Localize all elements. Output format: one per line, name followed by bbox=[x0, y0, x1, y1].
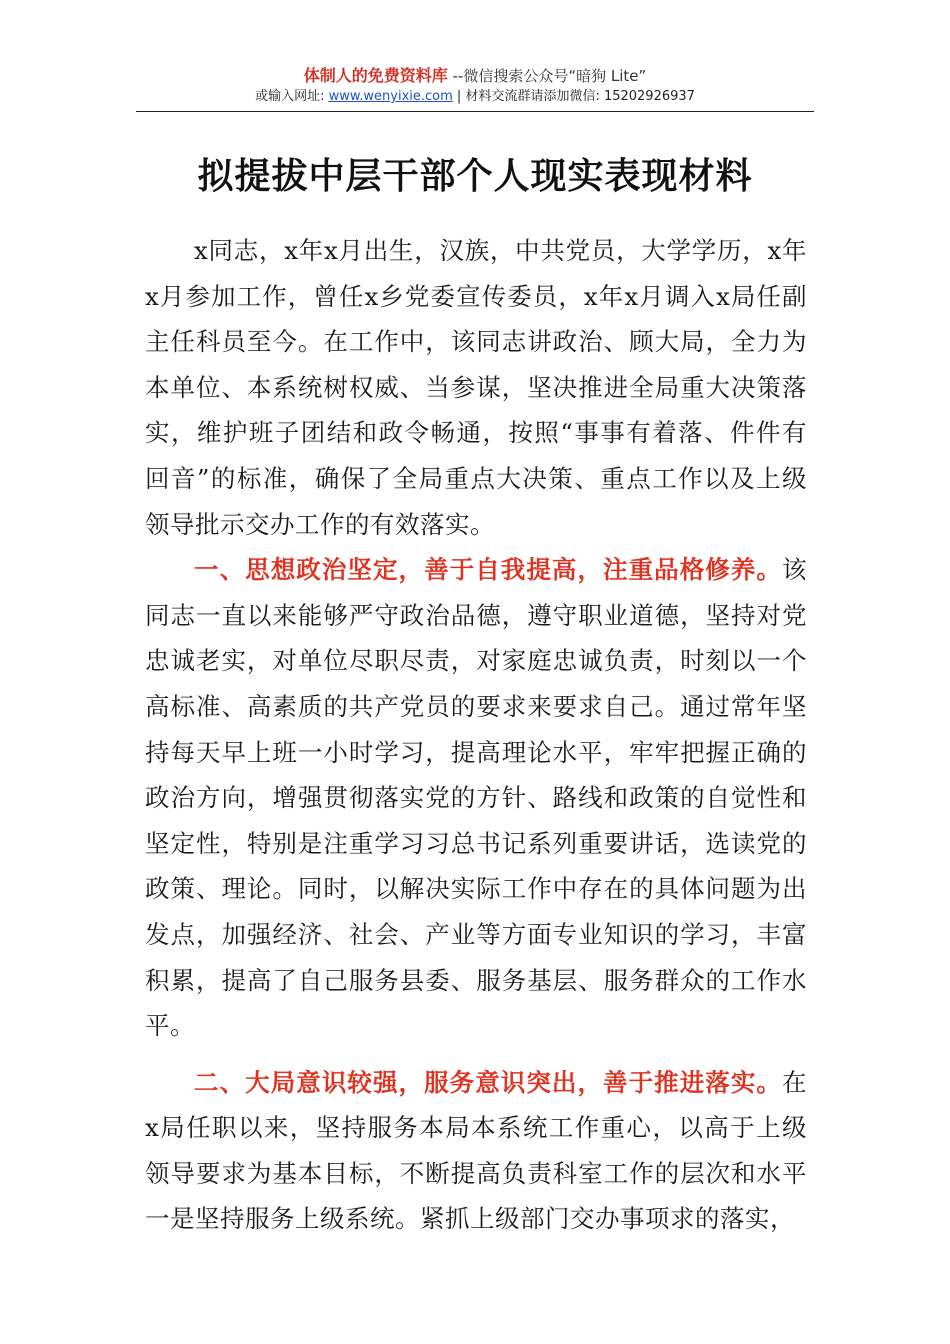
section-1-text: 该同志一直以来能够严守政治品德，遵守职业道德，坚持对党忠诚老实，对单位尽职尽责，对家庭忠诚负责，时刻以一个高标准、高素质的共产党员的要求来要求自己。通过常年坚持每天早上班一小时学习，提高理论水平，牢牢把握正确的政治方向，增强贯彻落实党的方针、路线和政策的自觉性和坚定性，特别是注重学习习总书记系列重要讲话，选读党的政策、理论。同时，以解决实际工作中存在的具体问题为出发点，加强经济、社会、产业等方面专业知识的学习，丰富积累，提高了自己服务县委、服务基层、服务群众的工作水平。 bbox=[145, 555, 807, 1041]
section-1-heading: 一、思想政治坚定，善于自我提高，注重品格修养。 bbox=[194, 555, 782, 585]
header-subtitle: --微信搜索公众号“暗狗 Lite” bbox=[447, 67, 647, 85]
section-2-paragraph bbox=[145, 1060, 807, 1242]
section-1-paragraph bbox=[145, 547, 807, 1049]
document-title: 拟提拔中层干部个人现实表现材料 bbox=[197, 155, 753, 197]
header-contact: | 材料交流群请添加微信: 15202926937 bbox=[452, 89, 695, 104]
section-2-text: 在x局任职以来，坚持服务本局本系统工作重心，以高于上级领导要求为基本目标，不断提高负责科室工作的层次和水平一是坚持服务上级系统。紧抓上级部门交办事项求的落实， bbox=[145, 1067, 807, 1234]
header-url-prefix: 或输入网址: bbox=[255, 89, 329, 104]
document-body bbox=[145, 228, 807, 1242]
section-2-heading: 二、大局意识较强，服务意识突出，善于推进落实。 bbox=[194, 1067, 782, 1097]
header-url-link[interactable]: www.wenyixie.com bbox=[328, 89, 453, 104]
header-brand: 体制人的免费资料库 bbox=[303, 66, 448, 85]
intro-paragraph: x同志，x年x月出生，汉族，中共党员，大学学历，x年x月参加工作，曾任x乡党委宣传委员，x年x月调入x局任副主任科员至今。在工作中，该同志讲政治、顾大局，全力为本单位、本系统树权威、当参谋，坚决推进全局重大决策落实，维护班子团结和政令畅通，按照“事事有着落、件件有回音”的标准，确保了全局重点大决策、重点工作以及上级领导批示交办工作的有效落实。 bbox=[145, 236, 807, 539]
page-header bbox=[0, 66, 950, 107]
header-divider bbox=[136, 111, 814, 112]
header-line-2 bbox=[0, 87, 950, 107]
header-line-1 bbox=[0, 66, 950, 86]
